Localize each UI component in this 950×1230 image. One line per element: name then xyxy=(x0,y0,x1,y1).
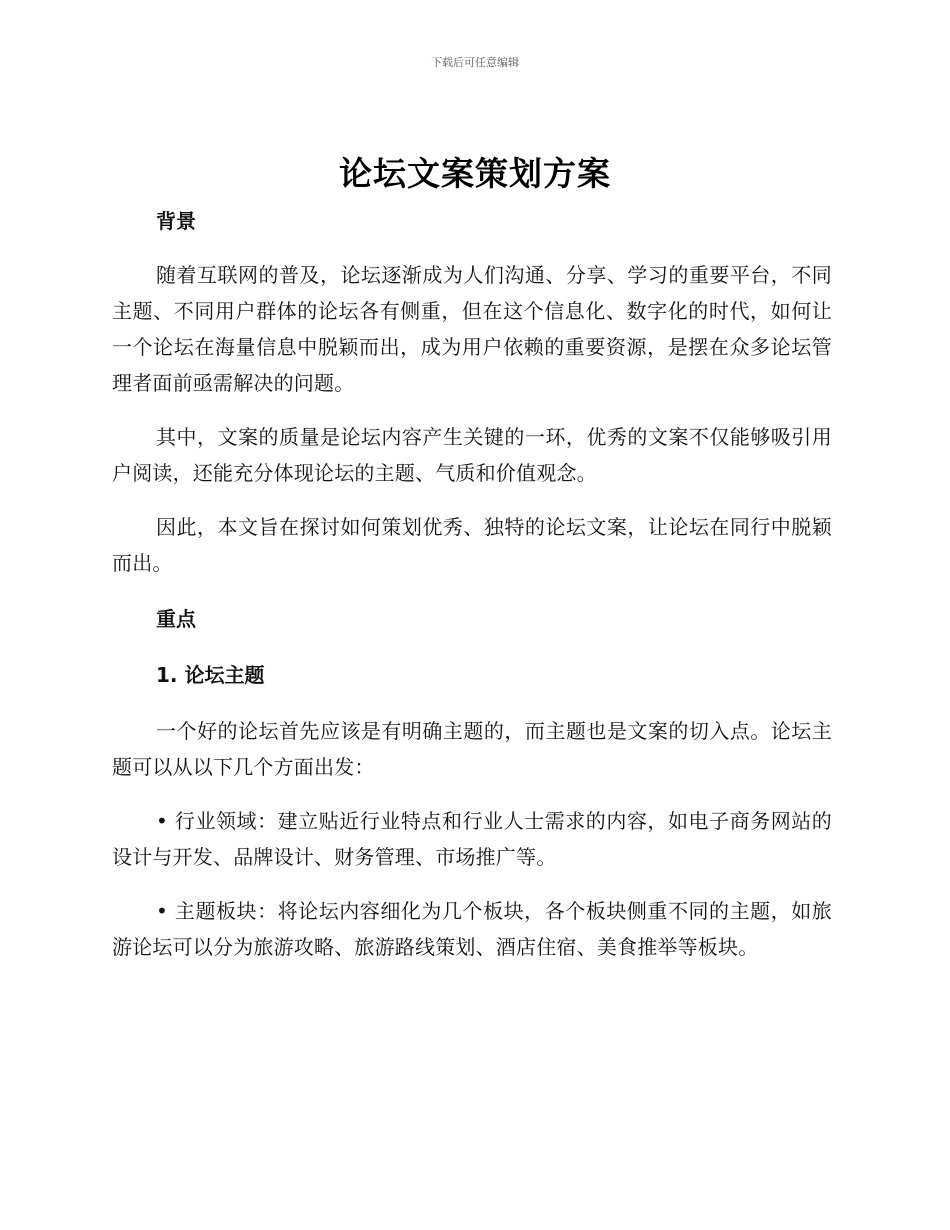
paragraph-background-2: 其中，文案的质量是论坛内容产生关键的一环，优秀的文案不仅能够吸引用户阅读，还能充分体现论坛的主题、气质和价值观念。 xyxy=(112,425,832,485)
paragraph-topic-intro: 一个好的论坛首先应该是有明确主题的，而主题也是文案的切入点。论坛主题可以从以下几个方面出发： xyxy=(112,719,832,779)
bullet-industry-field: • 行业领域：建立贴近行业特点和行业人士需求的内容，如电子商务网站的设计与开发、品牌设计、财务管理、市场推广等。 xyxy=(112,809,832,869)
heading-background: 背景 xyxy=(156,209,196,233)
paragraph-background-3: 因此，本文旨在探讨如何策划优秀、独特的论坛文案，让论坛在同行中脱颖而出。 xyxy=(112,515,832,575)
paragraph-background-1: 随着互联网的普及，论坛逐渐成为人们沟通、分享、学习的重要平台，不同主题、不同用户群体的论坛各有侧重，但在这个信息化、数字化的时代，如何让一个论坛在海量信息中脱颖而出，成为用户依赖的重要资源，是摆在众多论坛管理者面前亟需解决的问题。 xyxy=(112,263,832,395)
document-body xyxy=(112,203,832,965)
header-note: 下载后可任意编辑 xyxy=(431,56,519,69)
heading-forum-topic: 1. 论坛主题 xyxy=(156,663,265,687)
bullet-topic-sections: • 主题板块：将论坛内容细化为几个板块，各个板块侧重不同的主题，如旅游论坛可以分为旅游攻略、旅游路线策划、酒店住宿、美食推举等板块。 xyxy=(112,899,832,959)
document-title: 论坛文案策划方案 xyxy=(339,154,611,193)
heading-key-points: 重点 xyxy=(156,607,196,631)
